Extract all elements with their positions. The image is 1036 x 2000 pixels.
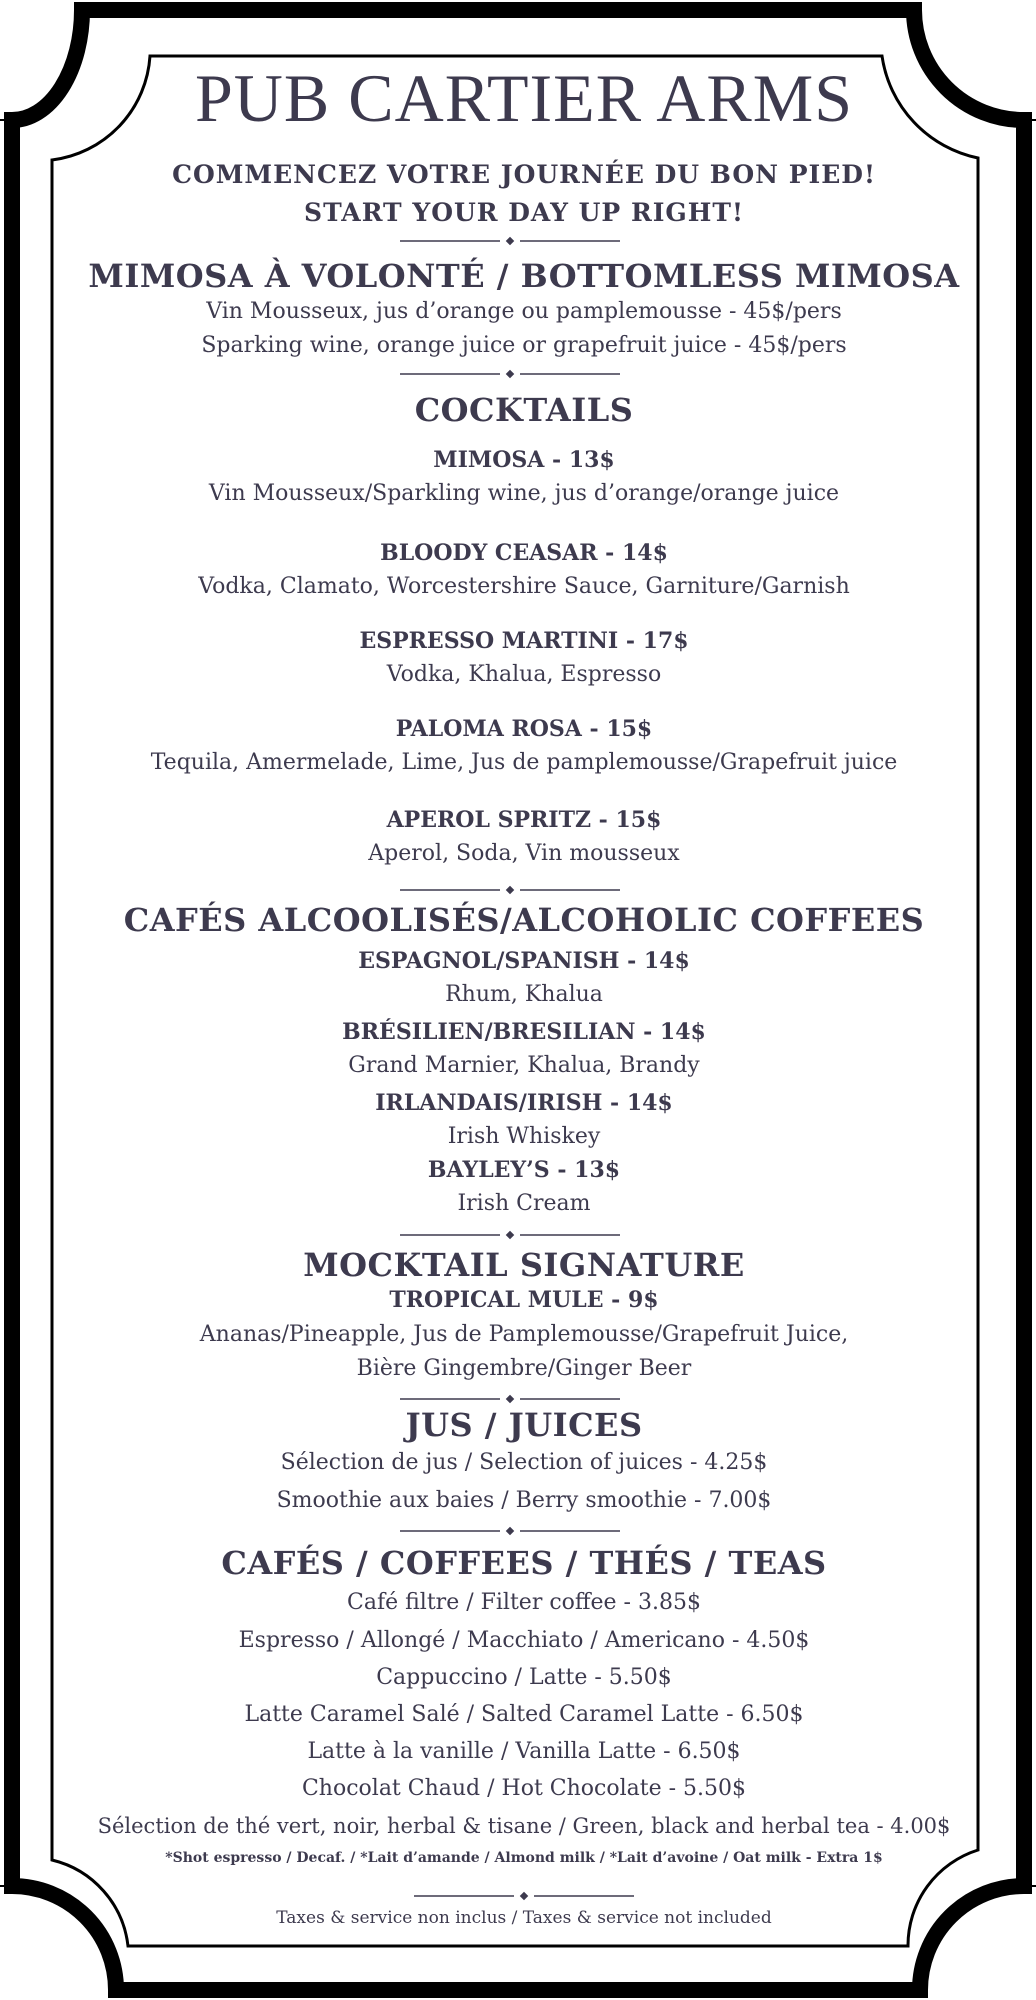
menu-item-desc: Tequila, Amermelade, Lime, Jus de pamplemousse/Grapefruit juice [150,750,898,775]
menu-item: Latte à la vanille / Vanilla Latte - 6.50$ [307,1739,741,1764]
menu-item: Sélection de jus / Selection of juices - 4.25$ [280,1450,768,1475]
menu-item: Espresso / Allongé / Macchiato / Americano - 4.50$ [238,1628,810,1653]
menu-item: Latte Caramel Salé / Salted Caramel Latte - 6.50$ [244,1702,804,1727]
menu-item-desc: Vin Mousseux/Sparkling wine, jus d’orange/orange juice [208,481,840,506]
section-heading-coffees-teas: CAFÉS / COFFEES / THÉS / TEAS [221,1544,827,1582]
menu-item-desc: Irish Cream [457,1191,591,1216]
menu-item-desc: Vodka, Clamato, Worcestershire Sauce, Garniture/Garnish [198,574,850,599]
ornament-divider [400,1230,620,1240]
menu-item-desc: Bière Gingembre/Ginger Beer [356,1356,692,1381]
menu-item: Chocolat Chaud / Hot Chocolate - 5.50$ [301,1776,747,1801]
menu-item-desc: Vodka, Khalua, Espresso [386,662,662,687]
menu-item-name: APEROL SPRITZ - 15$ [386,807,662,833]
extras-note: *Shot espresso / Decaf. / *Lait d’amande / Almond milk / *Lait d’avoine / Oat milk - Extra 1$ [165,1850,883,1866]
menu-item: Sélection de thé vert, noir, herbal & tisane / Green, black and herbal tea - 4.00$ [97,1814,951,1838]
page-title: PUB CARTIER ARMS [194,60,854,136]
menu-item-name: PALOMA ROSA - 15$ [395,716,653,742]
menu-item-name: ESPRESSO MARTINI - 17$ [359,628,689,654]
bottomless-line-fr: Vin Mousseux, jus d’orange ou pamplemousse - 45$/pers [206,299,842,324]
ornament-divider [400,369,620,379]
menu-item-desc: Aperol, Soda, Vin mousseux [368,841,680,866]
section-heading-cocktails: COCKTAILS [414,391,634,429]
section-heading-bottomless: MIMOSA À VOLONTÉ / BOTTOMLESS MIMOSA [88,257,960,295]
menu-item: Cappuccino / Latte - 5.50$ [376,1665,672,1690]
menu-item-name: TROPICAL MULE - 9$ [389,1287,659,1313]
menu-item-name: BRÉSILIEN/BRESILIAN - 14$ [342,1019,706,1045]
ornament-divider [414,1891,634,1901]
section-heading-alcoholic-coffees: CAFÉS ALCOOLISÉS/ALCOHOLIC COFFEES [123,901,925,939]
tagline-fr: COMMENCEZ VOTRE JOURNÉE DU BON PIED! [172,160,876,189]
footer-taxes-note: Taxes & service non inclus / Taxes & service not included [276,1908,772,1928]
menu-item-desc: Ananas/Pineapple, Jus de Pamplemousse/Grapefruit Juice, [199,1322,849,1347]
ornament-divider [400,1394,620,1404]
section-heading-juices: JUS / JUICES [405,1406,643,1444]
menu-item: Smoothie aux baies / Berry smoothie - 7.00$ [276,1488,772,1513]
ornament-divider [400,236,620,246]
menu-item-name: BAYLEY’S - 13$ [427,1157,621,1183]
section-heading-mocktail: MOCKTAIL SIGNATURE [303,1246,745,1284]
menu-item-name: MIMOSA - 13$ [433,447,615,473]
menu-item-name: BLOODY CEASAR - 14$ [380,540,668,566]
menu-item-desc: Grand Marnier, Khalua, Brandy [348,1053,700,1078]
menu-item-name: ESPAGNOL/SPANISH - 14$ [358,948,690,974]
menu-item: Café filtre / Filter coffee - 3.85$ [347,1590,701,1615]
menu-item-name: IRLANDAIS/IRISH - 14$ [375,1090,673,1116]
menu-item-desc: Irish Whiskey [447,1124,601,1149]
ornament-divider [400,1526,620,1536]
menu-item-desc: Rhum, Khalua [445,982,603,1007]
ornament-divider [400,885,620,895]
tagline-en: START YOUR DAY UP RIGHT! [304,198,744,227]
bottomless-line-en: Sparking wine, orange juice or grapefruit juice - 45$/pers [201,333,847,358]
